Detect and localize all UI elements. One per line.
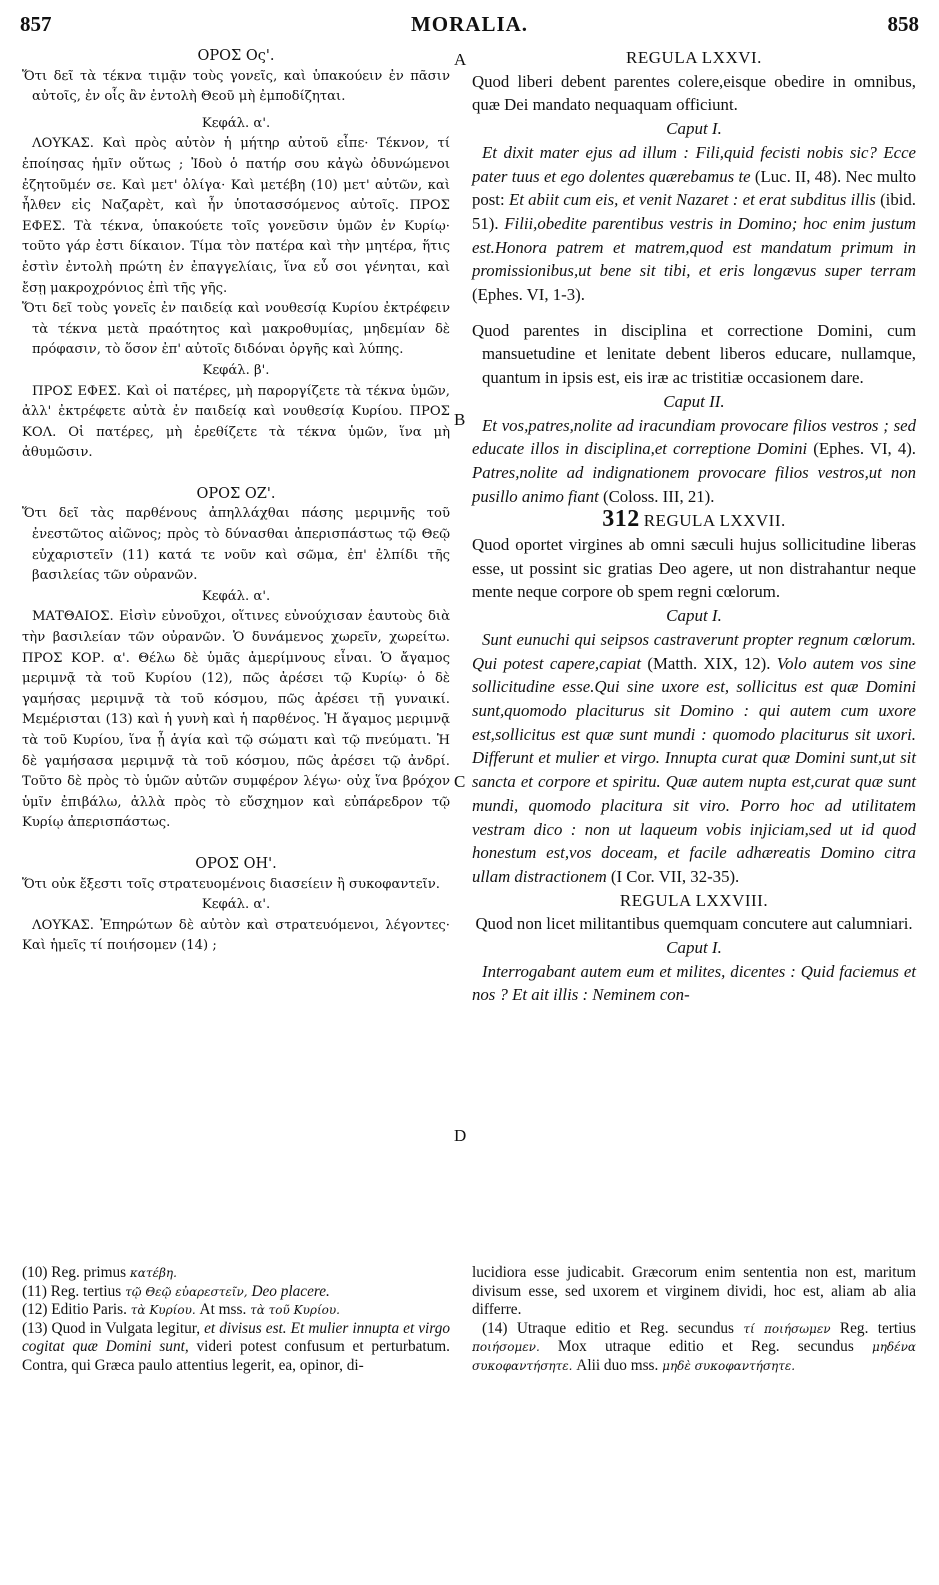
margin-letter-d: D (454, 1126, 467, 1145)
footnote-10 (22, 1264, 450, 1283)
scripture-reference: (ibid. 51). (472, 190, 916, 233)
footnote-14 (472, 1320, 916, 1376)
regula-76-text: Quod liberi debent parentes colere,eisque obedire in omnibus, quæ Dei mandato nequaquam officiunt. (472, 71, 916, 115)
footnote-italic: et divisus est. Et mulier innupta et virgo cogitat quæ Domini sunt, (22, 1319, 450, 1355)
scripture-quote: Et vos,patres,nolite ad iracundiam provocare filios vestros ; sed educate illos in disciplina,et correptione Domini (472, 415, 916, 459)
regula-77-text: Quod oportet virgines ab omni sæculi hujus sollicitudine liberas esse, ut possint sic gratias Deo agere, ut non distrahantur neque mente neque corpore ob spem regni cœlorum. (472, 535, 916, 602)
scripture-quote: Et abiit cum eis, et venit Nazaret : et erat subditus illis (508, 190, 876, 210)
ephesians-colossians-passage: ΠΡΟΣ ΕΦΕΣ. Καὶ οἱ πατέρες, μὴ παροργίζετε τὰ τέκνα ὑμῶν, ἀλλ' ἐκτρέφετε αὐτὰ ἐν παιδείᾳ καὶ νουθεσίᾳ Κυρίου. ΠΡΟΣ ΚΟΛ. Οἱ πατέρες, μὴ ἐρεθίζετε τὰ τέκνα ὑμῶν, ἵνα μὴ ἀθυμῶσιν. (22, 383, 450, 461)
footnotes-left (22, 1264, 450, 1375)
regula-76-title: REGULA LXXVI. (626, 48, 762, 67)
footnote-greek: μηδὲ συκοφαντήσητε. (662, 1358, 796, 1373)
footnote-greek: τὰ Κυρίου. (130, 1303, 196, 1317)
horos-77-title: ΟΡΟΣ ΟΖ'. (196, 485, 276, 502)
scripture-quote: Sunt eunuchi qui seipsos castraverunt propter regnum cœlorum. Qui potest capere,capiat (472, 629, 916, 673)
caput-heading: Caput I. (666, 938, 722, 958)
scripture-quote: Filii,obedite parentibus vestris in Domino; hoc enim justum est.Honora patrem et matrem,quod est mandatum primum in promissionibus,ut bene sit tibi, et eris longævus super terram (472, 213, 917, 281)
chapter-heading: Κεφάλ. α'. (201, 588, 271, 604)
margin-letter-a: A (454, 50, 467, 69)
footnote-text: Reg. tertius (830, 1319, 916, 1337)
column-number: 312 (602, 506, 640, 533)
margin-letter-b: B (454, 410, 466, 429)
scripture-quote: Volo autem vos sine sollicitudine esse.Qui sine uxore est, sollicitus est quæ Domini sunt,quomodo placiturus sit Domino : qui autem cum uxore est,sollicitus est quæ sunt mundi : quomodo placiturus sit uxori. Differunt et mulier et virgo. Innupta curat quæ Domini sunt,ut sit sancta et corpore et spiritu. Quæ autem nupta est,curat quæ sunt mundi, quomodo placitura sit viro. Porro hoc ad utilitatem vestram dico : non ut laqueum vobis injiciam,sed ut id quod honestum est,vos doceam, et facile adhæreatis Domino citra ullam distractionem (472, 653, 916, 886)
regula-77-title: REGULA LXXVII. (643, 511, 786, 531)
scripture-reference: (I Cor. VII, 32-35). (606, 866, 740, 886)
margin-letter-c: C (454, 772, 466, 791)
footnote-text: (11) Reg. tertius (22, 1282, 126, 1300)
horos-77-text: Ὅτι δεῖ τὰς παρθένους ἀπηλλάχθαι πάσης μεριμνῆς τοῦ ἐνεστῶτος αἰῶνος; πρὸς τὸ δύνασθαι ἀπερισπάστως τῷ Θεῷ εὐχαριστεῖν (11) κατά τε νοῦν καὶ σῶμα, ἐπ' ἐλπίδι τῆς βασιλείας τῶν οὐρανῶν. (22, 506, 450, 584)
footnote-text: At mss. (195, 1301, 251, 1318)
scripture-reference: (Matth. XIX, 12). (641, 653, 777, 673)
chapter-heading: Κεφάλ. α'. (201, 897, 271, 913)
footnote-11 (22, 1283, 450, 1302)
regula-78-title: REGULA LXXVIII. (619, 890, 769, 910)
luke-soldiers-latin: Interrogabant autem eum et milites, dicentes : Quid faciemus et nos ? Et ait illis : Neminem con- (472, 961, 916, 1005)
footnote-text: (13) Quod in Vulgata legitur, (22, 1319, 205, 1337)
parents-rule-text: Ὅτι δεῖ τοὺς γονεῖς ἐν παιδείᾳ καὶ νουθεσίᾳ Κυρίου ἐκτρέφειν τὰ τέκνα μετὰ πραότητος καὶ μακροθυμίας, μηδεμίαν δὲ πρόφασιν, τὸ ὅσον ἐπ' αὐτοῖς διδόναι ὀργῆς καὶ λύπης. (22, 301, 450, 358)
footnote-greek: ποιήσομεν. (472, 1340, 540, 1354)
luke-ephesians-latin (472, 141, 916, 307)
horos-76-text: Ὅτι δεῖ τὰ τέκνα τιμᾷν τοὺς γονεῖς, καὶ ὑπακούειν ἐν πᾶσιν αὐτοῖς, ἐν οἷς ἂν ἐντολὴ Θεοῦ μὴ ἐμποδίζηται. (22, 68, 450, 105)
latin-column (472, 46, 916, 1007)
page-number-left: 857 (20, 12, 52, 36)
caput-heading: Caput I. (666, 606, 722, 626)
parents-rule-latin: Quod parentes in disciplina et correctione Domini, cum mansuetudine et lenitate debent liberos educare, nullamque, quantum in ipsis est, eis iræ ac tristitiæ occasionem dare. (472, 320, 916, 388)
scripture-reference: (Ephes. VI, 1-3). (472, 285, 585, 305)
horos-78-title: ΟΡΟΣ ΟΗ'. (195, 855, 277, 872)
chapter-heading: Κεφάλ. α'. (201, 115, 271, 131)
footnote-text: Mox utraque editio et Reg. secundus (539, 1338, 872, 1355)
chapter-heading: Κεφάλ. β'. (202, 362, 270, 378)
caput-heading: Caput I. (666, 119, 722, 139)
matthew-corinthians-passage: ΜΑΤΘΑΙΟΣ. Εἰσὶν εὐνοῦχοι, οἵτινες εὐνούχισαν ἑαυτοὺς διὰ τὴν βασιλείαν τῶν οὐρανῶν. Ὁ δυνάμενος χωρεῖν, χωρείτω. ΠΡΟΣ ΚΟΡ. α'. Θέλω δὲ ὑμᾶς ἀμερίμνους εἶναι. Ὁ ἄγαμος μεριμνᾷ τὰ τοῦ Κυρίου (12), πῶς ἀρέσει τῷ Κυρίῳ· ὁ δὲ γαμήσας μεριμνᾷ τὰ τοῦ κόσμου, πῶς ἀρέσει τῇ γυναικί. Μεμέρισται (13) καὶ ἡ γυνὴ καὶ ἡ παρθένος. Ἡ ἄγαμος μεριμνᾷ τὰ τοῦ Κυρίου, ἵνα ᾖ ἁγία καὶ τῷ σώματι καὶ τῷ πνεύματι. Ἡ δὲ γαμήσασα μεριμνᾷ τὰ τοῦ κόσμου, πῶς ἀρέσει τῷ ἀνδρί. Τοῦτο δὲ πρὸς τὸ ὑμῶν αὐτῶν συμφέρον λέγω· οὐχ ἵνα βρόχον ὑμῖν ἐπιβάλω, ἀλλὰ πρὸς τὸ εὔσχημον καὶ εὐπάρεδρον τῷ Κυρίῳ ἀπερισπάστως. (22, 609, 450, 831)
scripture-quote: Et dixit mater ejus ad illum : Fili,quid fecisti nobis sic? Ecce pater tuus et ego dolentes quærebamus te (472, 142, 916, 186)
running-header (0, 0, 939, 40)
scripture-reference: (Luc. II, 48). Nec multo post: (472, 166, 916, 210)
scripture-quote: Patres,nolite ad indignationem provocare filios vestros,ut non pusillo animo fiant (472, 462, 916, 506)
footnote-13 (22, 1320, 450, 1376)
footnote-italic: Deo placere. (247, 1282, 330, 1300)
footnote-12 (22, 1301, 450, 1320)
footnote-greek: τὰ τοῦ Κυρίου. (250, 1303, 340, 1317)
regula-77-title-line (472, 508, 916, 533)
ephesians-colossians-latin (472, 414, 916, 509)
footnotes-right (472, 1264, 916, 1375)
footnote-text: (14) Utraque editio et Reg. secundus (482, 1319, 744, 1337)
caput-heading: Caput II. (663, 391, 725, 411)
scripture-reference: (Coloss. III, 21). (598, 486, 715, 506)
footnote-text: Alii duo mss. (572, 1356, 663, 1374)
page-number-right: 858 (887, 12, 919, 36)
footnote-greek: μηδένα συκοφαντήσητε. (472, 1340, 916, 1373)
regula-78-text: Quod non licet militantibus quemquam concutere aut calumniari. (475, 914, 913, 934)
scripture-reference: (Ephes. VI, 4). (807, 439, 916, 459)
horos-76-title: ΟΡΟΣ Ος'. (197, 48, 275, 64)
horos-78-text: Ὅτι οὐκ ἔξεστι τοῖς στρατευομένοις διασείειν ἢ συκοφαντεῖν. (22, 876, 440, 892)
running-title: MORALIA. (410, 12, 529, 36)
matthew-corinthians-latin (472, 628, 916, 889)
greek-column (22, 46, 450, 957)
footnote-text: (10) Reg. primus (22, 1264, 130, 1281)
footnote-greek: τῷ Θεῷ εὐαρεστεῖν, (125, 1284, 248, 1299)
luke-ephesians-passage: ΛΟΥΚΑΣ. Καὶ πρὸς αὐτὸν ἡ μήτηρ αὐτοῦ εἶπε· Τέκνον, τί ἐποίησας ἡμῖν οὕτως ; Ἰδοὺ ὁ πατήρ σου κἀγὼ ὀδυνώμενοι ἐζητοῦμέν σε. Καὶ μετ' ὀλίγα· Καὶ μετέβη (10) μετ' αὐτῶν, καὶ ἦλθεν εἰς Ναζαρὲτ, καὶ ἦν ὑποτασσόμενος αὐτοῖς. ΠΡΟΣ ΕΦΕΣ. Τὰ τέκνα, ὑπακούετε τοῖς γονεῦσιν ὑμῶν ἐν Κυρίῳ· τοῦτο γάρ ἐστι δίκαιον. Τίμα τὸν πατέρα καὶ τὴν μητέρα, ἥτις ἐστὶν ἐντολὴ πρώτη ἐν ἐπαγγελίαις, ἵνα εὖ σοι γένηται, καὶ ἔσῃ μακροχρόνιος ἐπὶ τῆς γῆς. (22, 136, 450, 296)
footnote-text: (12) Editio Paris. (22, 1301, 131, 1318)
footnote-greek: κατέβη. (129, 1266, 177, 1280)
footnote-text: videri potest confusum et perturbatum. Contra, qui Græca paulo attentius legerit, ea, opinor, di- (22, 1338, 450, 1374)
footnote-13-continued: lucidiora esse judicabit. Græcorum enim sententia non est, maritum divisum esse, sed uxorem et virginem dividi, hoc est, aliam ab alia differre. (472, 1264, 916, 1318)
luke-soldiers-passage: ΛΟΥΚΑΣ. Ἐπηρώτων δὲ αὐτὸν καὶ στρατευόμενοι, λέγοντες· Καὶ ἡμεῖς τί ποιήσομεν (14) ; (22, 917, 450, 954)
footnote-greek: τί ποιήσωμεν (743, 1321, 831, 1336)
